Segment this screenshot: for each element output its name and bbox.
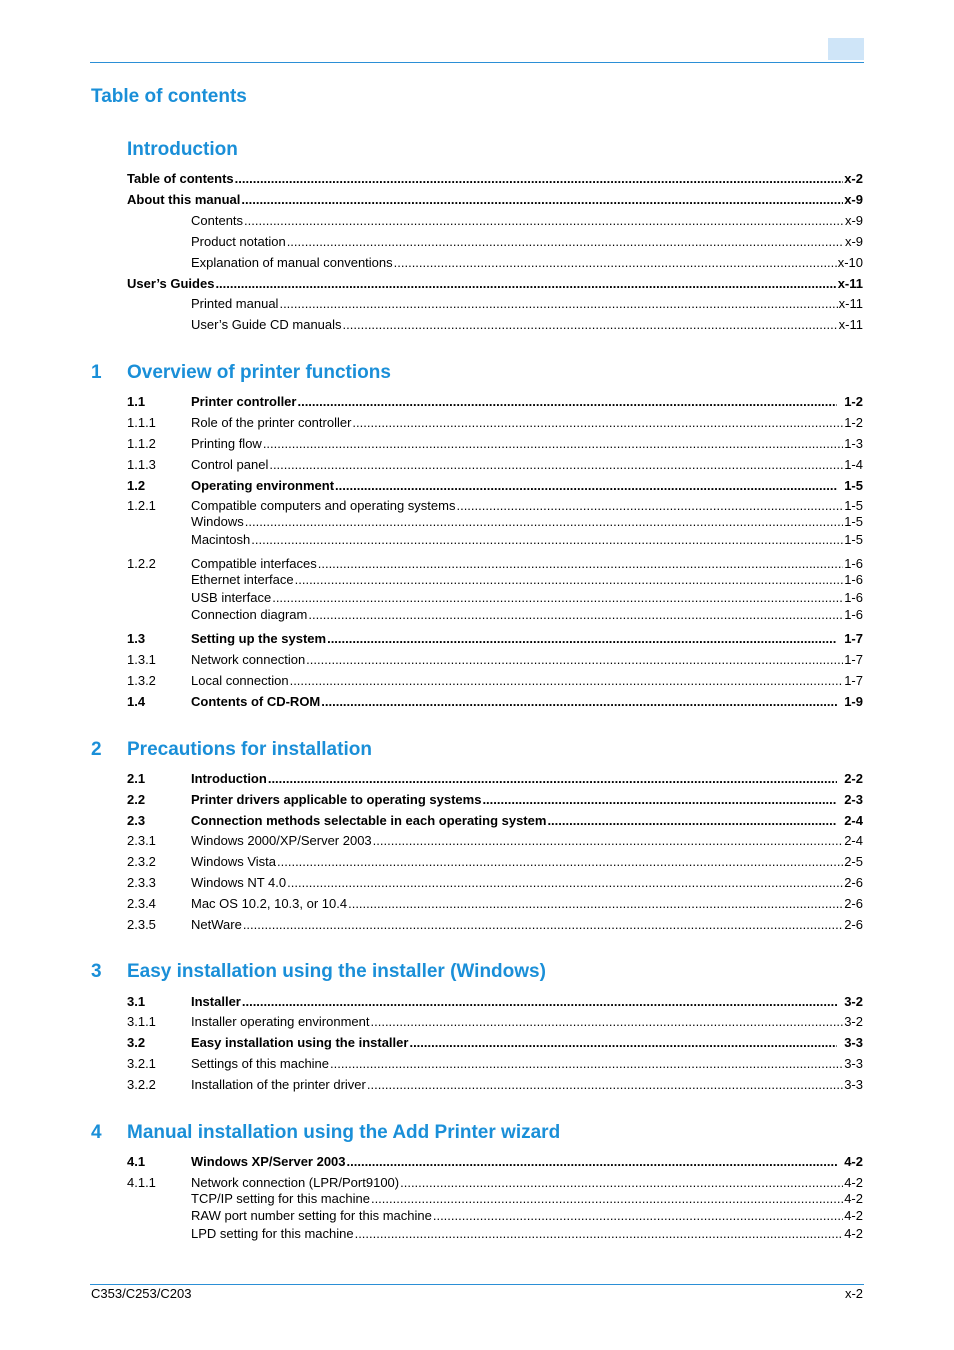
toc-entry-number: 4.1.1 [127,1175,156,1190]
dot-leader [287,233,844,250]
toc-entry-title: TCP/IP setting for this machine [191,1191,370,1206]
toc-entry-number: 3.2.1 [127,1056,156,1071]
toc-entry[interactable] [127,555,863,572]
toc-entry-line[interactable] [191,916,863,933]
toc-entry[interactable] [127,1207,863,1224]
dot-leader [343,316,838,333]
dot-leader [547,812,837,829]
toc-entry[interactable] [127,513,863,530]
dot-leader [241,191,843,208]
toc-entry-title: Windows 2000/XP/Server 2003 [191,833,372,848]
toc-entry-number: 1.1.3 [127,457,156,472]
toc-entry-line[interactable] [191,1055,863,1072]
dot-leader [269,456,843,473]
dot-leader [318,555,843,572]
header-rule [90,62,864,63]
dot-leader [268,770,837,787]
header-tab-marker [828,38,864,60]
toc-entry-title: Printer controller [191,394,297,409]
toc-entry-title: RAW port number setting for this machine [191,1208,432,1223]
dot-leader [371,1190,843,1207]
toc-entry[interactable] [127,1225,863,1242]
dot-leader [290,672,844,689]
dot-leader [243,916,843,933]
toc-entry-page: 1-5 [844,514,863,529]
toc-entry[interactable] [127,233,863,250]
toc-entry-line[interactable] [191,630,863,647]
toc-entry-line[interactable] [191,531,863,548]
toc-entry-line[interactable] [191,1225,863,1242]
toc-entry-line[interactable] [191,853,863,870]
toc-entry-page: 3-3 [844,1077,863,1092]
toc-entry-line[interactable] [191,993,863,1010]
section-number: 1 [91,362,102,383]
toc-entry-number: 3.2.2 [127,1077,156,1092]
toc-entry-page: 3-2 [844,994,863,1009]
toc-entry-page: 4-2 [844,1208,863,1223]
toc-entry-title: Compatible interfaces [191,556,317,571]
toc-entry-line[interactable] [191,513,863,530]
toc-entry-number: 2.3 [127,813,146,828]
toc-entry-title: LPD setting for this machine [191,1226,354,1241]
toc-entry-line[interactable] [191,895,863,912]
toc-entry[interactable] [127,606,863,623]
toc-entry[interactable] [127,571,863,588]
dot-leader [287,874,843,891]
toc-entry-page: x-11 [838,317,863,332]
toc-entry-title: Printing flow [191,436,262,451]
toc-entry-page: 2-6 [844,896,863,911]
page-title: Table of contents [91,86,247,107]
toc-entry-page: 4-2 [844,1154,863,1169]
toc-entry-line[interactable] [191,791,863,808]
toc-entry[interactable] [127,191,863,208]
toc-entry-title: Settings of this machine [191,1056,330,1071]
toc-entry-line[interactable] [191,874,863,891]
toc-entry-line[interactable] [191,414,863,431]
dot-leader [277,853,843,870]
toc-entry-number: 1.3 [127,631,146,646]
dot-leader [433,1207,843,1224]
toc-entry[interactable] [127,1153,863,1170]
toc-entry-number: 1.1.1 [127,415,156,430]
toc-entry-number: 2.3.4 [127,896,156,911]
toc-entry-number: 2.3.5 [127,917,156,932]
dot-leader [215,275,836,292]
toc-entry[interactable] [127,435,863,452]
dot-leader [308,606,843,623]
toc-entry-line[interactable] [191,812,863,829]
toc-entry-number: 4.1 [127,1154,146,1169]
toc-entry-line[interactable] [191,435,863,452]
toc-entry-page: 1-3 [844,436,863,451]
footer-page-number: x-2 [844,1286,863,1301]
toc-entry-title: Contents [191,213,244,228]
toc-entry[interactable] [127,651,863,668]
toc-entry-page: x-10 [837,255,863,270]
section-title[interactable]: Introduction [127,139,238,160]
dot-leader [394,254,837,271]
section-number: 2 [91,739,102,760]
dot-leader [400,1174,843,1191]
toc-entry[interactable] [127,1013,863,1030]
toc-entry-title: Macintosh [191,532,251,547]
dot-leader [409,1034,837,1051]
toc-entry-line[interactable] [191,651,863,668]
toc-entry-title: Network connection (LPR/Port9100) [191,1175,400,1190]
toc-entry[interactable] [127,874,863,891]
dot-leader [373,832,844,849]
dot-leader [327,630,837,647]
toc-entry-line[interactable] [191,393,863,410]
toc-entry-line[interactable] [191,497,863,514]
toc-entry[interactable] [127,212,863,229]
toc-entry-line[interactable] [191,1174,863,1191]
toc-entry-title: Installer [191,994,241,1009]
toc-entry-page: 3-2 [844,1014,863,1029]
toc-entry[interactable] [127,316,863,333]
toc-entry-page: 4-2 [844,1226,863,1241]
dot-leader [263,435,843,452]
toc-entry-line[interactable] [191,212,863,229]
toc-entry-title: Printer drivers applicable to operating systems [191,792,482,807]
toc-entry-title: Network connection [191,652,306,667]
toc-entry[interactable] [127,275,863,292]
dot-leader [279,295,837,312]
toc-entry[interactable] [127,1055,863,1072]
toc-entry[interactable] [127,531,863,548]
toc-entry-title: Role of the printer controller [191,415,352,430]
dot-leader [272,589,843,606]
toc-entry-line[interactable] [191,770,863,787]
toc-entry-line[interactable] [191,254,863,271]
toc-entry-line[interactable] [191,316,863,333]
toc-entry-page: 1-6 [844,572,863,587]
toc-entry[interactable] [127,295,863,312]
footer-rule [90,1284,864,1285]
toc-entry-page: 1-2 [844,394,863,409]
toc-entry-line[interactable] [127,191,863,208]
toc-entry-title: USB interface [191,590,272,605]
toc-entry-title: Windows [191,514,244,529]
toc-entry-number: 2.2 [127,792,146,807]
dot-leader [245,513,843,530]
toc-entry-number: 1.2.1 [127,498,156,513]
toc-entry-title: Introduction [191,771,267,786]
toc-entry-number: 3.2 [127,1035,146,1050]
toc-entry-title: Table of contents [127,171,234,186]
section-title[interactable]: Precautions for installation [127,739,372,760]
dot-leader [251,531,843,548]
toc-entry-page: 1-5 [844,478,863,493]
toc-entry-title: Installer operating environment [191,1014,370,1029]
toc-entry-page: x-11 [837,276,863,291]
toc-entry[interactable] [127,1034,863,1051]
toc-entry-number: 1.3.2 [127,673,156,688]
toc-entry[interactable] [127,812,863,829]
toc-entry-page: 3-3 [844,1035,863,1050]
toc-entry-page: 1-2 [844,415,863,430]
toc-entry-number: 2.1 [127,771,146,786]
toc-entry[interactable] [127,170,863,187]
toc-entry[interactable] [127,672,863,689]
toc-entry-page: 2-4 [844,813,863,828]
toc-entry-line[interactable] [191,1153,863,1170]
toc-entry-page: 1-7 [844,673,863,688]
toc-entry[interactable] [127,770,863,787]
toc-entry-page: x-9 [844,192,863,207]
dot-leader [330,1055,843,1072]
toc-entry-page: 2-3 [844,792,863,807]
toc-entry-title: About this manual [127,192,241,207]
toc-entry-page: 1-7 [844,631,863,646]
toc-entry-page: 2-6 [844,917,863,932]
toc-entry-title: Ethernet interface [191,572,294,587]
toc-entry-title: Compatible computers and operating systems [191,498,456,513]
toc-entry-number: 1.3.1 [127,652,156,667]
dot-leader [295,571,844,588]
toc-entry[interactable] [127,1190,863,1207]
toc-entry-title: Control panel [191,457,269,472]
toc-entry-line[interactable] [191,477,863,494]
toc-entry-title: Connection methods selectable in each operating system [191,813,547,828]
toc-entry-page: 4-2 [844,1175,863,1190]
toc-entry-page: 2-6 [844,875,863,890]
toc-entry-page: x-9 [844,234,863,249]
toc-entry-title: Operating environment [191,478,335,493]
toc-entry-line[interactable] [191,1013,863,1030]
toc-entry-title: Product notation [191,234,286,249]
toc-entry-title: User’s Guide CD manuals [191,317,342,332]
toc-entry-line[interactable] [191,693,863,710]
toc-entry-title: NetWare [191,917,242,932]
toc-entry-line[interactable] [191,672,863,689]
toc-entry-line[interactable] [191,1190,863,1207]
dot-leader [482,791,837,808]
toc-entry-page: x-2 [844,171,863,186]
toc-entry-line[interactable] [191,295,863,312]
toc-entry-page: 1-5 [844,498,863,513]
toc-entry[interactable] [127,832,863,849]
section-number: 4 [91,1122,102,1143]
toc-entry-page: 2-5 [844,854,863,869]
toc-entry-title: Contents of CD-ROM [191,694,321,709]
toc-entry-page: 1-6 [844,607,863,622]
toc-entry-line[interactable] [191,555,863,572]
toc-entry-number: 1.4 [127,694,146,709]
section-title[interactable]: Overview of printer functions [127,362,391,383]
toc-entry[interactable] [127,693,863,710]
toc-entry-number: 1.2 [127,478,146,493]
dot-leader [244,212,844,229]
dot-leader [352,414,843,431]
toc-entry[interactable] [127,916,863,933]
toc-entry-line[interactable] [191,606,863,623]
toc-entry[interactable] [127,589,863,606]
section-title[interactable]: Manual installation using the Add Printer wizard [127,1122,561,1143]
toc-entry-title: Explanation of manual conventions [191,255,393,270]
dot-leader [355,1225,844,1242]
toc-entry-title: Setting up the system [191,631,327,646]
toc-entry[interactable] [127,393,863,410]
toc-entry-title: User’s Guides [127,276,215,291]
toc-entry-page: 4-2 [844,1191,863,1206]
toc-entry-number: 1.2.2 [127,556,156,571]
toc-entry-line[interactable] [127,170,863,187]
dot-leader [306,651,843,668]
toc-entry[interactable] [127,497,863,514]
dot-leader [456,497,843,514]
toc-entry-line[interactable] [191,1034,863,1051]
dot-leader [321,693,837,710]
toc-entry-number: 2.3.2 [127,854,156,869]
dot-leader [242,993,837,1010]
dot-leader [371,1013,844,1030]
dot-leader [335,477,837,494]
toc-entry-title: Windows XP/Server 2003 [191,1154,346,1169]
section-title[interactable]: Easy installation using the installer (Windows) [127,961,546,982]
toc-entry-line[interactable] [191,1076,863,1093]
toc-entry-title: Installation of the printer driver [191,1077,366,1092]
toc-entry-title: Easy installation using the installer [191,1035,409,1050]
toc-entry-page: 2-2 [844,771,863,786]
dot-leader [348,895,843,912]
toc-entry[interactable] [127,993,863,1010]
toc-entry[interactable] [127,895,863,912]
toc-entry-number: 2.3.1 [127,833,156,848]
toc-entry-number: 1.1.2 [127,436,156,451]
toc-entry-number: 3.1.1 [127,1014,156,1029]
toc-entry[interactable] [127,853,863,870]
toc-entry-number: 2.3.3 [127,875,156,890]
toc-entry[interactable] [127,477,863,494]
toc-entry-page: 1-9 [844,694,863,709]
toc-entry-line[interactable] [191,832,863,849]
section-number: 3 [91,961,102,982]
toc-entry-page: 1-4 [844,457,863,472]
toc-entry-page: 1-6 [844,556,863,571]
toc-entry-page: 2-4 [844,833,863,848]
toc-entry[interactable] [127,414,863,431]
toc-entry-page: x-9 [844,213,863,228]
toc-entry-page: 3-3 [844,1056,863,1071]
toc-entry[interactable] [127,456,863,473]
dot-leader [367,1076,843,1093]
toc-entry-page: x-11 [838,296,863,311]
toc-entry-line[interactable] [127,275,863,292]
toc-entry[interactable] [127,254,863,271]
toc-entry[interactable] [127,630,863,647]
dot-leader [235,170,844,187]
toc-entry-title: Connection diagram [191,607,308,622]
toc-entry[interactable] [127,1174,863,1191]
toc-entry-number: 3.1 [127,994,146,1009]
toc-entry-title: Local connection [191,673,289,688]
toc-entry-page: 1-7 [844,652,863,667]
toc-entry-line[interactable] [191,589,863,606]
toc-entry-number: 1.1 [127,394,146,409]
toc-entry-line[interactable] [191,456,863,473]
toc-entry[interactable] [127,1076,863,1093]
toc-entry-page: 1-6 [844,590,863,605]
dot-leader [347,1153,838,1170]
toc-entry-title: Windows Vista [191,854,277,869]
toc-entry-title: Windows NT 4.0 [191,875,287,890]
toc-entry-line[interactable] [191,1207,863,1224]
toc-entry-page: 1-5 [844,532,863,547]
toc-entry-title: Mac OS 10.2, 10.3, or 10.4 [191,896,348,911]
dot-leader [297,393,837,410]
toc-entry[interactable] [127,791,863,808]
footer-model: C353/C253/C203 [91,1286,192,1301]
toc-entry-line[interactable] [191,571,863,588]
toc-entry-line[interactable] [191,233,863,250]
toc-entry-title: Printed manual [191,296,279,311]
